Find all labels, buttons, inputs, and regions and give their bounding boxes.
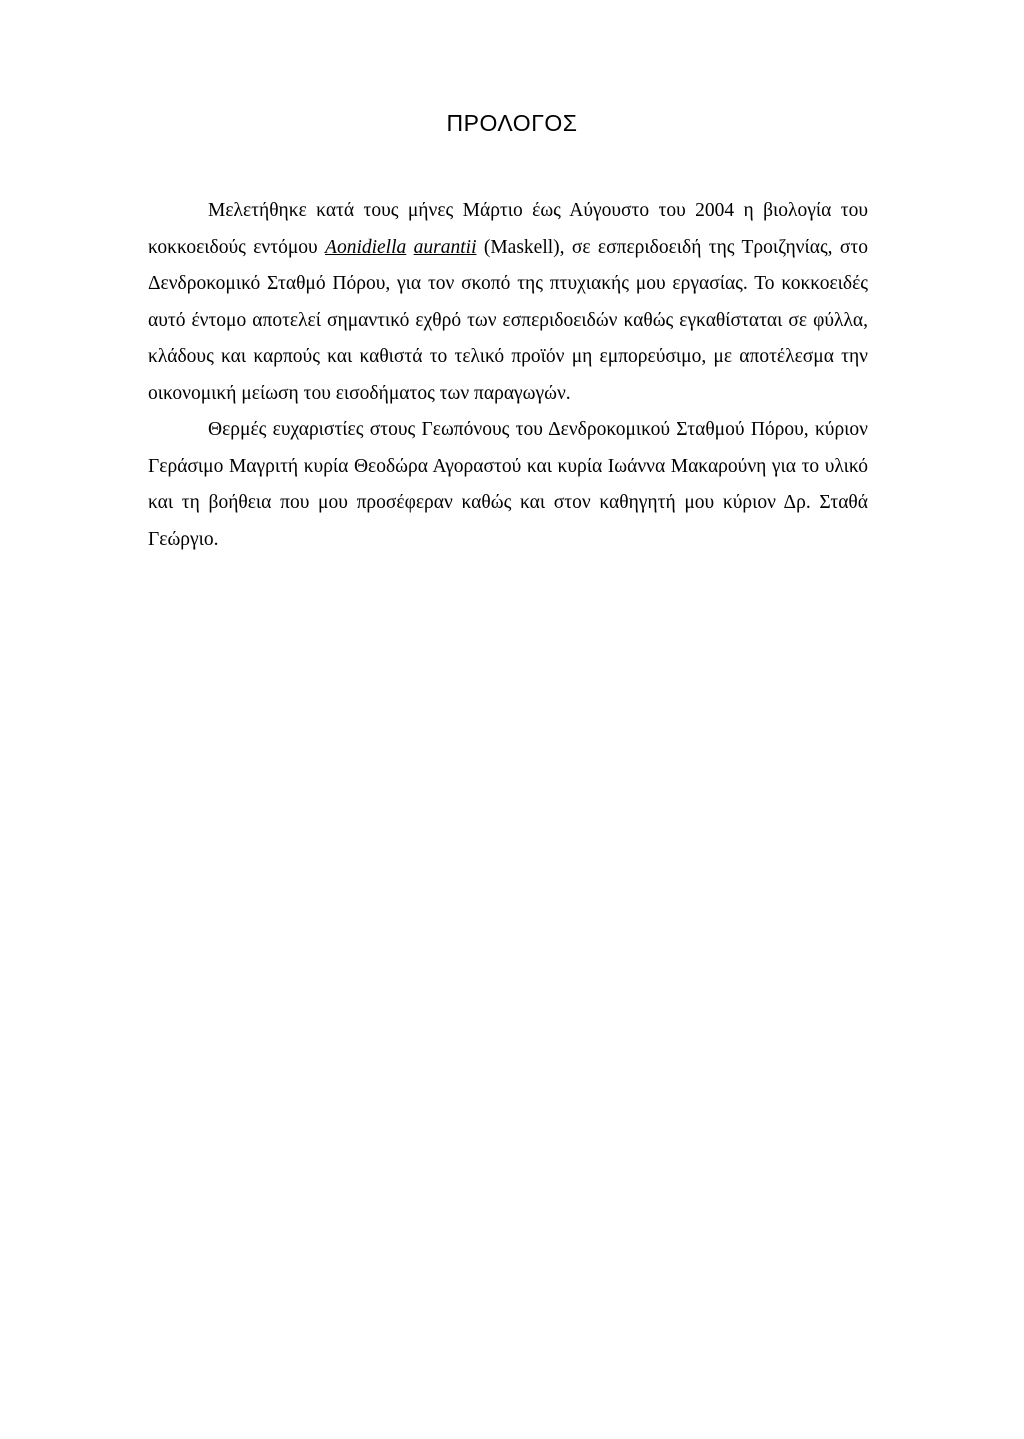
paragraph-study-text-before: Μελετήθηκε κατά τους μήνες Μάρτιο έως Αύγουστο του 2004 η βιολογία του κοκκοειδούς εντόμου — [148, 200, 868, 258]
paragraph-study — [148, 193, 868, 412]
paragraph-study-text-after: (Maskell), σε εσπεριδοειδή της Τροιζηνίας, στο Δενδροκομικό Σταθμό Πόρου, για τον σκοπό της πτυχιακής μου εργασίας. Το κοκκοειδές αυτό έντομο αποτελεί σημαντικό εχθρό των εσπεριδοειδών καθώς εγκαθίσταται σε φύλλα, κλάδους και καρπούς και καθιστά το τελικό προϊόν μη εμπορεύσιμο, με αποτέλεσμα την οικονομική μείωση του εισοδήματος των παραγωγών. — [148, 236, 868, 404]
paragraph-acknowledgements: Θερμές ευχαριστίες στους Γεωπόνους του Δενδροκομικού Σταθμού Πόρου, κύριον Γεράσιμο Μαγριτή κυρία Θεοδώρα Αγοραστού και κυρία Ιωάννα Μακαρούνη για το υλικό και τη βοήθεια που μου προσέφεραν καθώς και στον καθηγητή μου κύριον Δρ. Σταθά Γεώργιο. — [148, 419, 868, 550]
species-epithet: aurantii — [413, 236, 477, 258]
species-genus: Aonidiella — [325, 236, 407, 258]
page-title: ΠΡΟΛΟΓΟΣ — [446, 110, 578, 136]
body-text — [148, 193, 868, 558]
